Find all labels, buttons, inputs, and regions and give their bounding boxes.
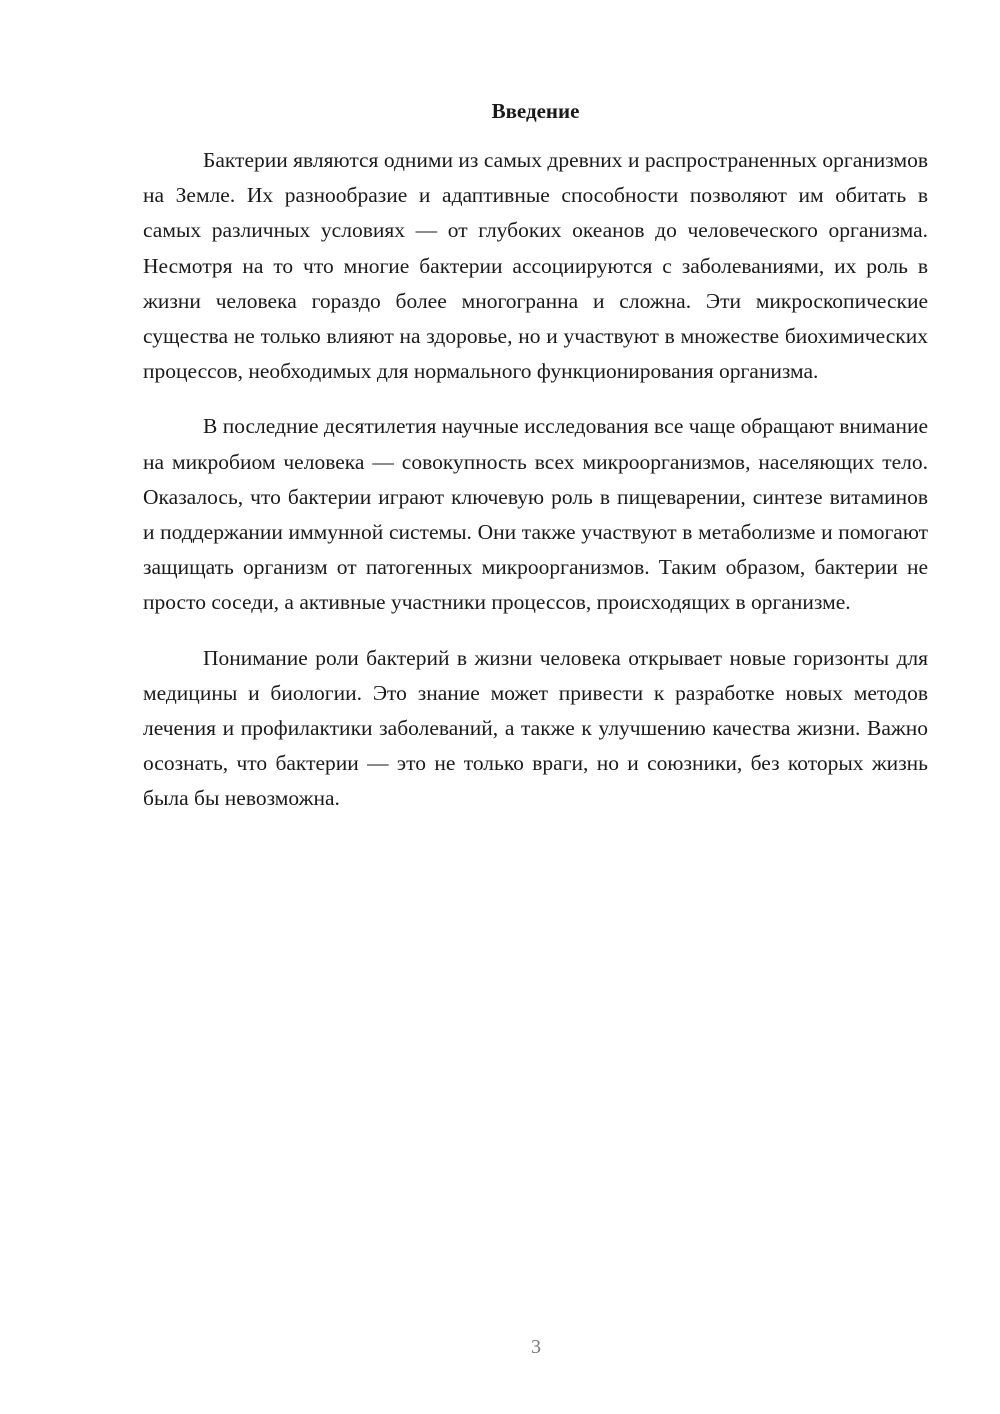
page-number: 3 bbox=[531, 1336, 541, 1358]
section-heading: Введение bbox=[491, 99, 580, 123]
body-text bbox=[143, 143, 928, 837]
paragraph-1: Бактерии являются одними из самых древних и распространенных организмов на Земле. Их разнообразие и адаптивные способности позволяют им обитать в самых различных условиях — от глубоких океанов до человеческого организма. Несмотря на то что многие бактерии ассоциируются с заболеваниями, их роль в жизни человека гораздо более многогранна и сложна. Эти микроскопические существа не только влияют на здоровье, но и участвуют в множестве биохимических процессов, необходимых для нормального функционирования организма. bbox=[143, 148, 928, 384]
paragraph-3: Понимание роли бактерий в жизни человека открывает новые горизонты для медицины и биологии. Это знание может привести к разработке новых методов лечения и профилактики заболеваний, а также к улучшению качества жизни. Важно осознать, что бактерии — это не только враги, но и союзники, без которых жизнь была бы невозможна. bbox=[143, 645, 928, 811]
paragraph-2: В последние десятилетия научные исследования все чаще обращают внимание на микробиом человека — совокупность всех микроорганизмов, населяющих тело. Оказалось, что бактерии играют ключевую роль в пищеварении, синтезе витаминов и поддержании иммунной системы. Они также участвуют в метаболизме и помогают защищать организм от патогенных микроорганизмов. Таким образом, бактерии не просто соседи, а активные участники процессов, происходящих в организме. bbox=[143, 414, 928, 615]
